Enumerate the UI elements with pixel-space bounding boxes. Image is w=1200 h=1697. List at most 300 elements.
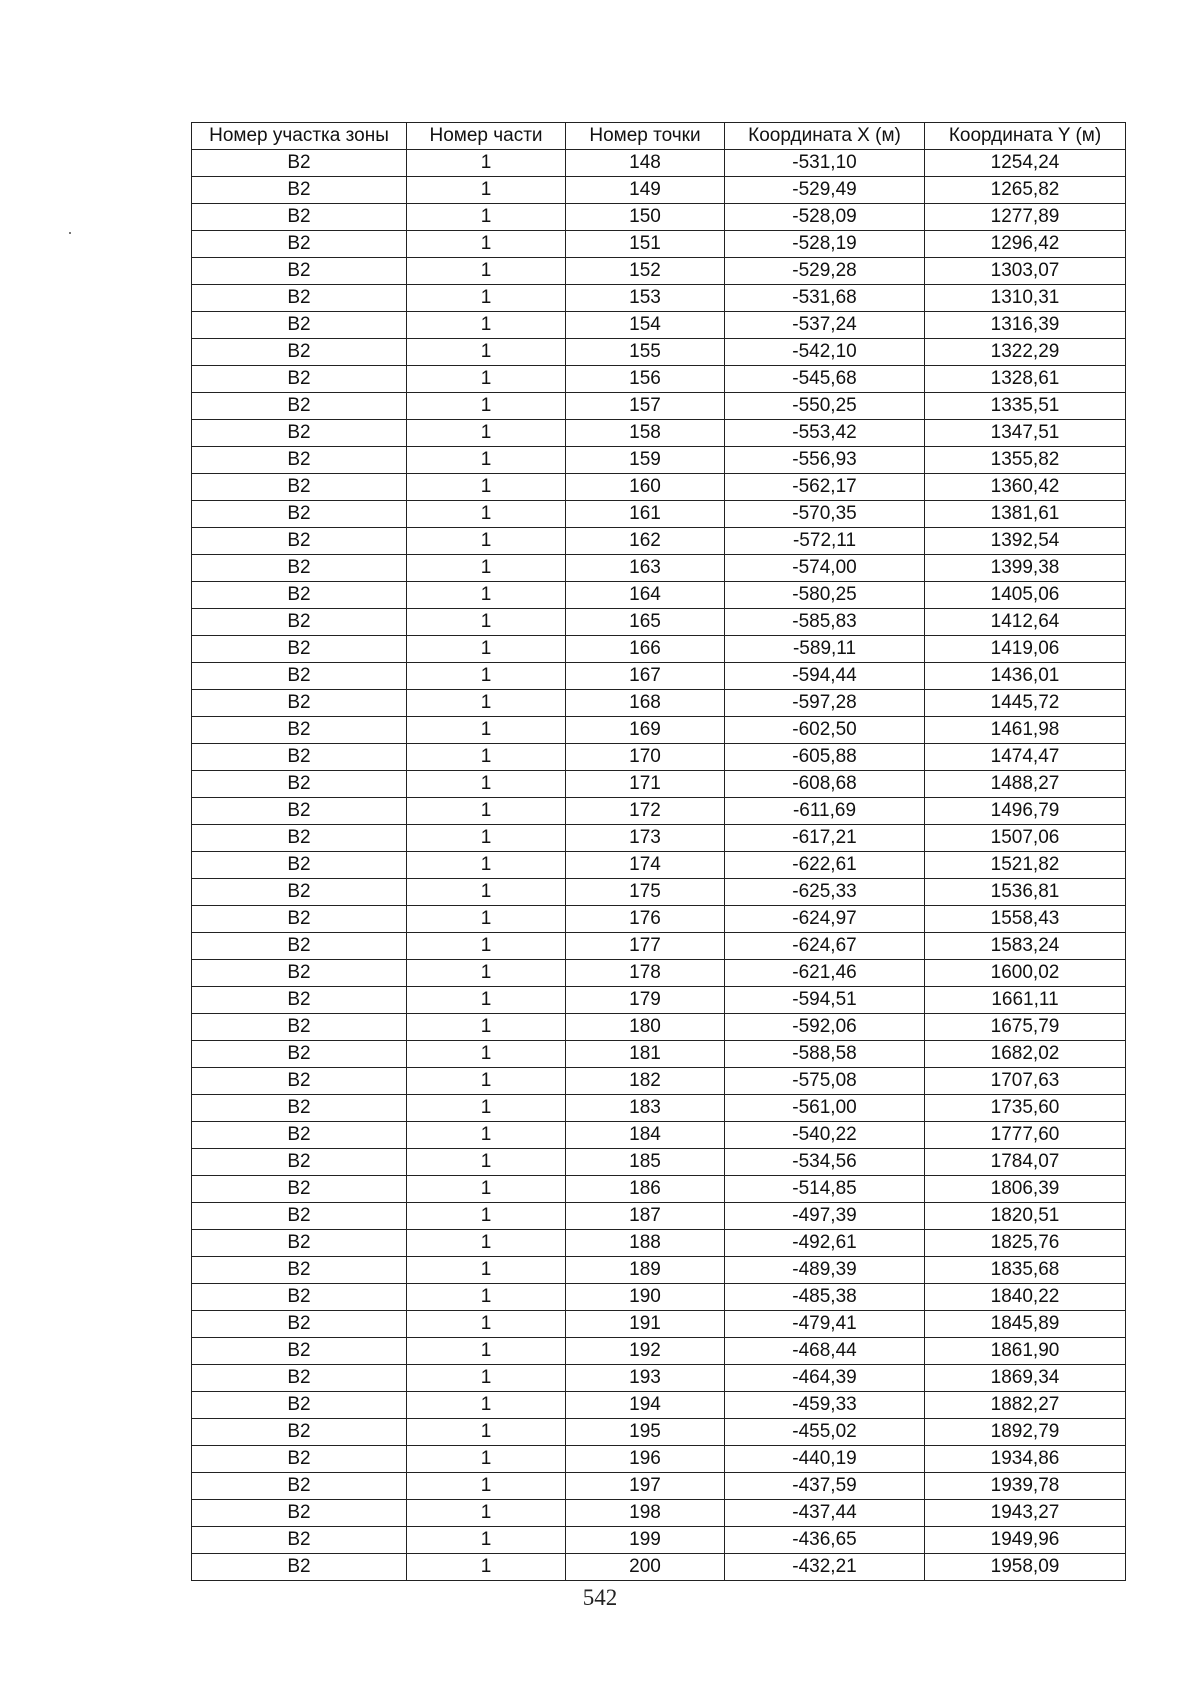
zone-section-cell: В2 xyxy=(192,1365,407,1392)
part-number-cell: 1 xyxy=(407,1257,566,1284)
zone-section-cell: В2 xyxy=(192,690,407,717)
table-header xyxy=(192,123,1126,150)
table-row xyxy=(192,690,1126,717)
point-number-cell: 198 xyxy=(566,1500,725,1527)
coordinate-y-cell: 1845,89 xyxy=(925,1311,1126,1338)
coordinate-x-cell: -432,21 xyxy=(725,1554,925,1581)
coordinate-x-cell: -514,85 xyxy=(725,1176,925,1203)
coordinate-x-cell: -485,38 xyxy=(725,1284,925,1311)
coordinate-y-cell: 1784,07 xyxy=(925,1149,1126,1176)
part-number-cell: 1 xyxy=(407,663,566,690)
point-number-cell: 168 xyxy=(566,690,725,717)
zone-section-cell: В2 xyxy=(192,1122,407,1149)
part-number-cell: 1 xyxy=(407,906,566,933)
part-number-cell: 1 xyxy=(407,204,566,231)
point-number-cell: 191 xyxy=(566,1311,725,1338)
coordinate-x-cell: -497,39 xyxy=(725,1203,925,1230)
zone-section-cell: В2 xyxy=(192,204,407,231)
page-number: 542 xyxy=(582,1585,618,1610)
coordinate-x-cell: -605,88 xyxy=(725,744,925,771)
zone-section-cell: В2 xyxy=(192,231,407,258)
point-number-cell: 195 xyxy=(566,1419,725,1446)
coordinate-x-cell: -528,19 xyxy=(725,231,925,258)
coordinate-x-cell: -588,58 xyxy=(725,1041,925,1068)
coordinate-x-cell: -537,24 xyxy=(725,312,925,339)
coordinate-y-cell: 1777,60 xyxy=(925,1122,1126,1149)
table-row xyxy=(192,852,1126,879)
point-number-cell: 174 xyxy=(566,852,725,879)
coordinate-x-cell: -464,39 xyxy=(725,1365,925,1392)
point-number-cell: 152 xyxy=(566,258,725,285)
part-number-cell: 1 xyxy=(407,177,566,204)
coordinate-y-cell: 1474,47 xyxy=(925,744,1126,771)
coordinate-y-cell: 1939,78 xyxy=(925,1473,1126,1500)
zone-section-cell: В2 xyxy=(192,825,407,852)
zone-section-cell: В2 xyxy=(192,528,407,555)
coordinate-y-cell: 1412,64 xyxy=(925,609,1126,636)
coordinate-y-cell: 1436,01 xyxy=(925,663,1126,690)
coordinate-x-cell: -553,42 xyxy=(725,420,925,447)
coordinate-y-cell: 1892,79 xyxy=(925,1419,1126,1446)
coordinate-y-cell: 1392,54 xyxy=(925,528,1126,555)
zone-section-cell: В2 xyxy=(192,879,407,906)
coordinate-y-cell: 1277,89 xyxy=(925,204,1126,231)
part-number-cell: 1 xyxy=(407,1041,566,1068)
coordinate-y-cell: 1521,82 xyxy=(925,852,1126,879)
coordinate-x-cell: -622,61 xyxy=(725,852,925,879)
coordinate-y-cell: 1347,51 xyxy=(925,420,1126,447)
coordinate-x-cell: -542,10 xyxy=(725,339,925,366)
point-number-cell: 150 xyxy=(566,204,725,231)
point-number-cell: 180 xyxy=(566,1014,725,1041)
table-row xyxy=(192,1473,1126,1500)
part-number-cell: 1 xyxy=(407,339,566,366)
zone-section-cell: В2 xyxy=(192,393,407,420)
table-row xyxy=(192,285,1126,312)
zone-section-cell: В2 xyxy=(192,1392,407,1419)
part-number-cell: 1 xyxy=(407,1419,566,1446)
point-number-cell: 166 xyxy=(566,636,725,663)
table-row xyxy=(192,1392,1126,1419)
table-row xyxy=(192,393,1126,420)
part-number-cell: 1 xyxy=(407,879,566,906)
point-number-cell: 165 xyxy=(566,609,725,636)
point-number-cell: 177 xyxy=(566,933,725,960)
zone-section-cell: В2 xyxy=(192,636,407,663)
coordinate-x-cell: -550,25 xyxy=(725,393,925,420)
coordinate-x-cell: -624,97 xyxy=(725,906,925,933)
point-number-cell: 200 xyxy=(566,1554,725,1581)
zone-section-cell: В2 xyxy=(192,447,407,474)
point-number-cell: 186 xyxy=(566,1176,725,1203)
coordinate-x-cell: -572,11 xyxy=(725,528,925,555)
table-row xyxy=(192,1068,1126,1095)
part-number-cell: 1 xyxy=(407,582,566,609)
zone-section-cell: В2 xyxy=(192,771,407,798)
coordinate-x-cell: -489,39 xyxy=(725,1257,925,1284)
part-number-cell: 1 xyxy=(407,1473,566,1500)
zone-section-cell: В2 xyxy=(192,744,407,771)
coordinate-y-cell: 1488,27 xyxy=(925,771,1126,798)
coordinate-x-cell: -561,00 xyxy=(725,1095,925,1122)
coordinate-y-cell: 1265,82 xyxy=(925,177,1126,204)
zone-section-cell: В2 xyxy=(192,555,407,582)
table-row xyxy=(192,663,1126,690)
part-number-cell: 1 xyxy=(407,717,566,744)
point-number-cell: 175 xyxy=(566,879,725,906)
point-number-cell: 162 xyxy=(566,528,725,555)
part-number-cell: 1 xyxy=(407,150,566,177)
table-row xyxy=(192,150,1126,177)
header-row xyxy=(192,123,1126,150)
coordinate-x-cell: -440,19 xyxy=(725,1446,925,1473)
point-number-cell: 187 xyxy=(566,1203,725,1230)
coordinate-y-cell: 1835,68 xyxy=(925,1257,1126,1284)
coordinate-y-cell: 1806,39 xyxy=(925,1176,1126,1203)
table-row xyxy=(192,1122,1126,1149)
coordinate-x-cell: -562,17 xyxy=(725,474,925,501)
point-number-cell: 176 xyxy=(566,906,725,933)
point-number-cell: 181 xyxy=(566,1041,725,1068)
coordinate-y-cell: 1882,27 xyxy=(925,1392,1126,1419)
point-number-cell: 158 xyxy=(566,420,725,447)
zone-section-cell: В2 xyxy=(192,933,407,960)
point-number-cell: 185 xyxy=(566,1149,725,1176)
coordinate-x-cell: -531,68 xyxy=(725,285,925,312)
part-number-cell: 1 xyxy=(407,1068,566,1095)
zone-section-cell: В2 xyxy=(192,582,407,609)
table-row xyxy=(192,906,1126,933)
table-row xyxy=(192,1500,1126,1527)
zone-section-cell: В2 xyxy=(192,906,407,933)
point-number-cell: 169 xyxy=(566,717,725,744)
table-row xyxy=(192,1338,1126,1365)
table-row xyxy=(192,744,1126,771)
point-number-cell: 161 xyxy=(566,501,725,528)
point-number-cell: 194 xyxy=(566,1392,725,1419)
point-number-cell: 171 xyxy=(566,771,725,798)
part-number-cell: 1 xyxy=(407,447,566,474)
part-number-cell: 1 xyxy=(407,933,566,960)
table-row xyxy=(192,1446,1126,1473)
zone-section-cell: В2 xyxy=(192,474,407,501)
table-row xyxy=(192,555,1126,582)
zone-section-cell: В2 xyxy=(192,798,407,825)
part-number-cell: 1 xyxy=(407,312,566,339)
table-row xyxy=(192,1365,1126,1392)
coordinate-x-cell: -602,50 xyxy=(725,717,925,744)
point-number-cell: 188 xyxy=(566,1230,725,1257)
table-row xyxy=(192,933,1126,960)
part-number-cell: 1 xyxy=(407,555,566,582)
coordinate-y-cell: 1869,34 xyxy=(925,1365,1126,1392)
coordinate-x-cell: -621,46 xyxy=(725,960,925,987)
coordinate-y-cell: 1583,24 xyxy=(925,933,1126,960)
table-row xyxy=(192,582,1126,609)
table-row xyxy=(192,879,1126,906)
table-row xyxy=(192,1041,1126,1068)
table-row xyxy=(192,204,1126,231)
coordinate-y-cell: 1558,43 xyxy=(925,906,1126,933)
zone-section-cell: В2 xyxy=(192,1014,407,1041)
coordinate-y-cell: 1335,51 xyxy=(925,393,1126,420)
point-number-cell: 157 xyxy=(566,393,725,420)
coordinate-x-cell: -589,11 xyxy=(725,636,925,663)
part-number-cell: 1 xyxy=(407,825,566,852)
zone-section-cell: В2 xyxy=(192,987,407,1014)
coordinate-y-cell: 1934,86 xyxy=(925,1446,1126,1473)
coordinate-x-cell: -529,49 xyxy=(725,177,925,204)
point-number-cell: 190 xyxy=(566,1284,725,1311)
coordinate-y-cell: 1328,61 xyxy=(925,366,1126,393)
point-number-cell: 170 xyxy=(566,744,725,771)
coordinate-y-cell: 1735,60 xyxy=(925,1095,1126,1122)
point-number-cell: 178 xyxy=(566,960,725,987)
coordinate-y-cell: 1496,79 xyxy=(925,798,1126,825)
coordinate-y-cell: 1600,02 xyxy=(925,960,1126,987)
part-number-cell: 1 xyxy=(407,1338,566,1365)
coordinate-x-cell: -556,93 xyxy=(725,447,925,474)
table-row xyxy=(192,960,1126,987)
coordinate-x-cell: -437,44 xyxy=(725,1500,925,1527)
coordinate-x-cell: -575,08 xyxy=(725,1068,925,1095)
point-number-cell: 148 xyxy=(566,150,725,177)
part-number-cell: 1 xyxy=(407,960,566,987)
coordinate-x-cell: -580,25 xyxy=(725,582,925,609)
point-number-cell: 197 xyxy=(566,1473,725,1500)
part-number-cell: 1 xyxy=(407,609,566,636)
table-row xyxy=(192,1554,1126,1581)
point-number-cell: 160 xyxy=(566,474,725,501)
coordinate-y-cell: 1360,42 xyxy=(925,474,1126,501)
coordinate-x-cell: -479,41 xyxy=(725,1311,925,1338)
table-row xyxy=(192,717,1126,744)
part-number-cell: 1 xyxy=(407,474,566,501)
zone-section-cell: В2 xyxy=(192,1068,407,1095)
point-number-cell: 154 xyxy=(566,312,725,339)
zone-section-cell: В2 xyxy=(192,1554,407,1581)
table-row xyxy=(192,1419,1126,1446)
part-number-cell: 1 xyxy=(407,852,566,879)
coordinate-y-cell: 1303,07 xyxy=(925,258,1126,285)
coordinate-y-cell: 1355,82 xyxy=(925,447,1126,474)
part-number-cell: 1 xyxy=(407,285,566,312)
coordinate-x-cell: -624,67 xyxy=(725,933,925,960)
table-row xyxy=(192,177,1126,204)
part-number-cell: 1 xyxy=(407,771,566,798)
point-number-cell: 155 xyxy=(566,339,725,366)
zone-section-cell: В2 xyxy=(192,339,407,366)
zone-section-cell: В2 xyxy=(192,285,407,312)
header-coordinate-y: Координата Y (м) xyxy=(925,123,1126,150)
coordinate-x-cell: -608,68 xyxy=(725,771,925,798)
point-number-cell: 153 xyxy=(566,285,725,312)
part-number-cell: 1 xyxy=(407,690,566,717)
coordinate-y-cell: 1381,61 xyxy=(925,501,1126,528)
part-number-cell: 1 xyxy=(407,798,566,825)
coordinate-y-cell: 1861,90 xyxy=(925,1338,1126,1365)
table-row xyxy=(192,501,1126,528)
coordinate-y-cell: 1949,96 xyxy=(925,1527,1126,1554)
part-number-cell: 1 xyxy=(407,420,566,447)
zone-section-cell: В2 xyxy=(192,663,407,690)
coordinate-x-cell: -468,44 xyxy=(725,1338,925,1365)
part-number-cell: 1 xyxy=(407,528,566,555)
coordinate-y-cell: 1661,11 xyxy=(925,987,1126,1014)
table-row xyxy=(192,798,1126,825)
part-number-cell: 1 xyxy=(407,1500,566,1527)
point-number-cell: 167 xyxy=(566,663,725,690)
point-number-cell: 184 xyxy=(566,1122,725,1149)
zone-section-cell: В2 xyxy=(192,1500,407,1527)
header-point-number: Номер точки xyxy=(566,123,725,150)
zone-section-cell: В2 xyxy=(192,501,407,528)
coordinates-table xyxy=(191,122,1126,1581)
table-row xyxy=(192,1014,1126,1041)
table-row xyxy=(192,1149,1126,1176)
coordinate-y-cell: 1405,06 xyxy=(925,582,1126,609)
coordinate-y-cell: 1507,06 xyxy=(925,825,1126,852)
coordinate-x-cell: -617,21 xyxy=(725,825,925,852)
coordinate-x-cell: -611,69 xyxy=(725,798,925,825)
zone-section-cell: В2 xyxy=(192,366,407,393)
part-number-cell: 1 xyxy=(407,1176,566,1203)
table-row xyxy=(192,1284,1126,1311)
zone-section-cell: В2 xyxy=(192,1473,407,1500)
coordinate-y-cell: 1316,39 xyxy=(925,312,1126,339)
part-number-cell: 1 xyxy=(407,1446,566,1473)
part-number-cell: 1 xyxy=(407,393,566,420)
point-number-cell: 189 xyxy=(566,1257,725,1284)
point-number-cell: 149 xyxy=(566,177,725,204)
coordinate-x-cell: -540,22 xyxy=(725,1122,925,1149)
part-number-cell: 1 xyxy=(407,366,566,393)
coordinate-y-cell: 1419,06 xyxy=(925,636,1126,663)
part-number-cell: 1 xyxy=(407,1392,566,1419)
coordinate-x-cell: -625,33 xyxy=(725,879,925,906)
header-coordinate-x: Координата X (м) xyxy=(725,123,925,150)
coordinate-x-cell: -529,28 xyxy=(725,258,925,285)
table-row xyxy=(192,771,1126,798)
part-number-cell: 1 xyxy=(407,1554,566,1581)
part-number-cell: 1 xyxy=(407,231,566,258)
table-row xyxy=(192,1230,1126,1257)
coordinate-x-cell: -574,00 xyxy=(725,555,925,582)
zone-section-cell: В2 xyxy=(192,1527,407,1554)
coordinate-y-cell: 1943,27 xyxy=(925,1500,1126,1527)
zone-section-cell: В2 xyxy=(192,1176,407,1203)
zone-section-cell: В2 xyxy=(192,1284,407,1311)
zone-section-cell: В2 xyxy=(192,258,407,285)
point-number-cell: 183 xyxy=(566,1095,725,1122)
coordinate-x-cell: -455,02 xyxy=(725,1419,925,1446)
part-number-cell: 1 xyxy=(407,987,566,1014)
coordinate-y-cell: 1682,02 xyxy=(925,1041,1126,1068)
point-number-cell: 159 xyxy=(566,447,725,474)
table-row xyxy=(192,420,1126,447)
header-part-number: Номер части xyxy=(407,123,566,150)
zone-section-cell: В2 xyxy=(192,312,407,339)
point-number-cell: 193 xyxy=(566,1365,725,1392)
zone-section-cell: В2 xyxy=(192,177,407,204)
coordinate-x-cell: -545,68 xyxy=(725,366,925,393)
point-number-cell: 163 xyxy=(566,555,725,582)
part-number-cell: 1 xyxy=(407,1014,566,1041)
table-row xyxy=(192,312,1126,339)
part-number-cell: 1 xyxy=(407,258,566,285)
coordinate-y-cell: 1461,98 xyxy=(925,717,1126,744)
point-number-cell: 192 xyxy=(566,1338,725,1365)
coordinate-x-cell: -437,59 xyxy=(725,1473,925,1500)
zone-section-cell: В2 xyxy=(192,852,407,879)
part-number-cell: 1 xyxy=(407,1203,566,1230)
part-number-cell: 1 xyxy=(407,1095,566,1122)
coordinate-x-cell: -594,51 xyxy=(725,987,925,1014)
coordinate-x-cell: -592,06 xyxy=(725,1014,925,1041)
table-row xyxy=(192,447,1126,474)
coordinate-y-cell: 1958,09 xyxy=(925,1554,1126,1581)
coordinate-x-cell: -436,65 xyxy=(725,1527,925,1554)
table-row xyxy=(192,609,1126,636)
zone-section-cell: В2 xyxy=(192,1203,407,1230)
zone-section-cell: В2 xyxy=(192,1095,407,1122)
part-number-cell: 1 xyxy=(407,1527,566,1554)
zone-section-cell: В2 xyxy=(192,717,407,744)
coordinate-y-cell: 1820,51 xyxy=(925,1203,1126,1230)
coordinate-x-cell: -459,33 xyxy=(725,1392,925,1419)
table-row xyxy=(192,1095,1126,1122)
part-number-cell: 1 xyxy=(407,1284,566,1311)
part-number-cell: 1 xyxy=(407,1365,566,1392)
coordinate-x-cell: -531,10 xyxy=(725,150,925,177)
part-number-cell: 1 xyxy=(407,636,566,663)
zone-section-cell: В2 xyxy=(192,420,407,447)
part-number-cell: 1 xyxy=(407,1149,566,1176)
point-number-cell: 179 xyxy=(566,987,725,1014)
coordinate-x-cell: -597,28 xyxy=(725,690,925,717)
table-row xyxy=(192,258,1126,285)
coordinate-x-cell: -570,35 xyxy=(725,501,925,528)
zone-section-cell: В2 xyxy=(192,960,407,987)
table-row xyxy=(192,528,1126,555)
coordinate-y-cell: 1322,29 xyxy=(925,339,1126,366)
table-row xyxy=(192,1203,1126,1230)
point-number-cell: 151 xyxy=(566,231,725,258)
coordinate-x-cell: -528,09 xyxy=(725,204,925,231)
point-number-cell: 182 xyxy=(566,1068,725,1095)
point-number-cell: 156 xyxy=(566,366,725,393)
coordinate-y-cell: 1310,31 xyxy=(925,285,1126,312)
header-zone-section: Номер участка зоны xyxy=(192,123,407,150)
point-number-cell: 173 xyxy=(566,825,725,852)
coordinate-y-cell: 1296,42 xyxy=(925,231,1126,258)
scan-speck xyxy=(69,232,71,234)
coordinate-y-cell: 1536,81 xyxy=(925,879,1126,906)
table-row xyxy=(192,474,1126,501)
table-row xyxy=(192,231,1126,258)
zone-section-cell: В2 xyxy=(192,1230,407,1257)
point-number-cell: 164 xyxy=(566,582,725,609)
table-row xyxy=(192,1176,1126,1203)
table-row xyxy=(192,1527,1126,1554)
zone-section-cell: В2 xyxy=(192,1419,407,1446)
part-number-cell: 1 xyxy=(407,1311,566,1338)
table-row xyxy=(192,987,1126,1014)
part-number-cell: 1 xyxy=(407,501,566,528)
coordinate-x-cell: -492,61 xyxy=(725,1230,925,1257)
zone-section-cell: В2 xyxy=(192,1446,407,1473)
table-body xyxy=(192,150,1126,1581)
